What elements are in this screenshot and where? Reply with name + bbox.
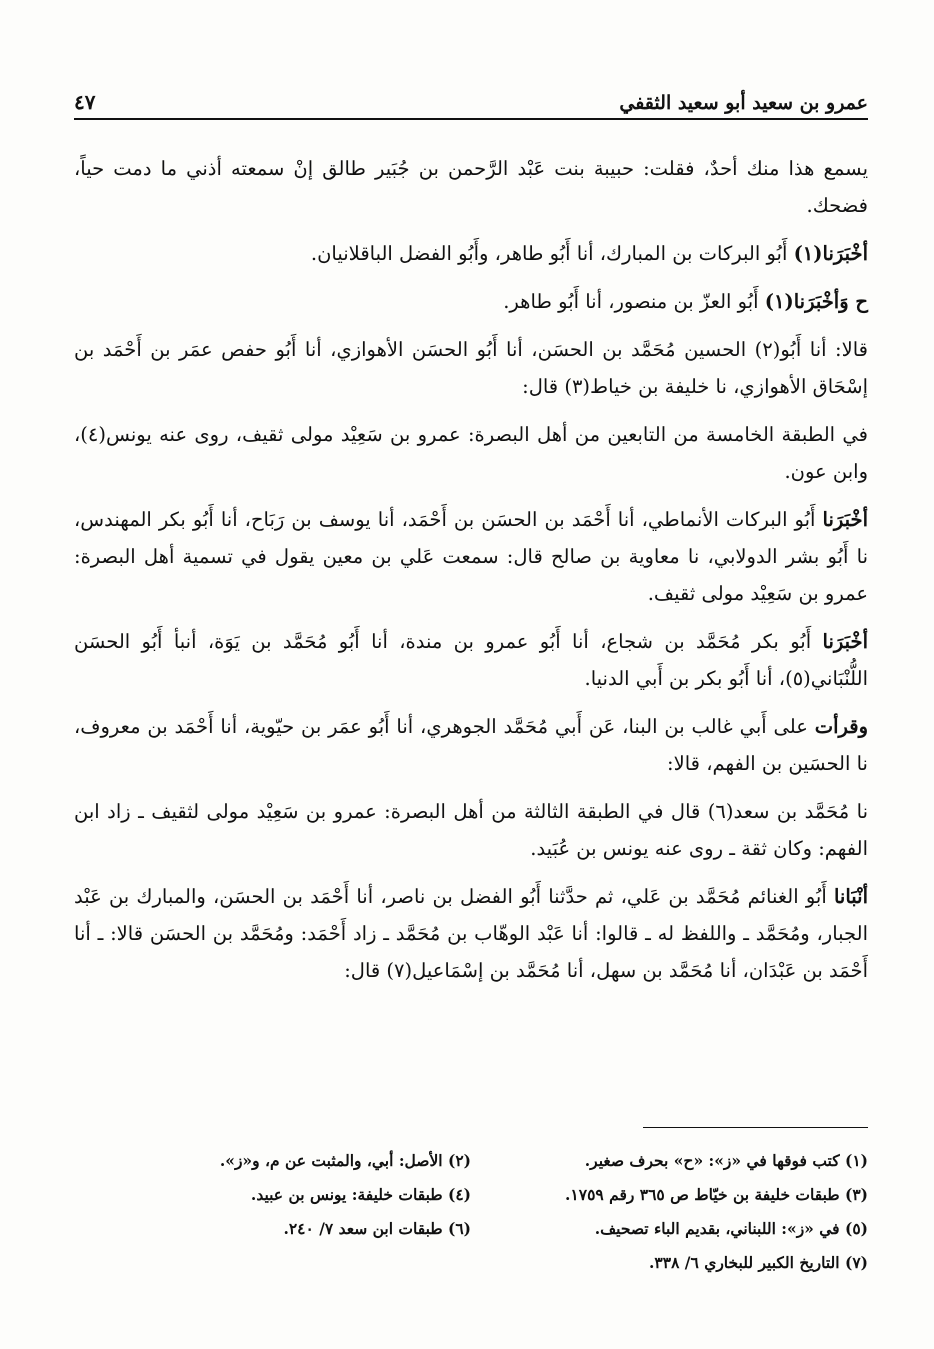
running-title: عمرو بن سعيد أبو سعيد الثقفي (619, 92, 868, 114)
footnote: (٢) الأصل: أبي، والمثبت عن م، و«ز». (219, 1151, 471, 1170)
paragraph (74, 623, 868, 697)
paragraph-text: أَبُو العزّ بن منصور، أنا أَبُو طاهر. (503, 290, 765, 313)
footnote: (٤) طبقات خليفة: يونس بن عبيد. (250, 1185, 471, 1204)
paragraph-text: قالا: أنا أَبُو(٢) الحسين مُحَمَّد بن الحسَن، أنا أَبُو الحسَن الأهوازي، أنا أَبُو حفص عمَر بن أَحْمَد بن إسْحَاق الأهوازي، نا خليفة بن خياط(٣) قال: (74, 338, 868, 398)
paragraph-lead: أنْبَانا (833, 885, 868, 908)
main-text (74, 150, 868, 1000)
footnote: (٥) في «ز»: اللبناني، بقديم الباء تصحيف. (594, 1219, 868, 1238)
paragraph (74, 235, 868, 272)
footnote: (٣) طبقات خليفة بن خيّاط ص ٣٦٥ رقم ١٧٥٩. (565, 1185, 868, 1204)
paragraph-lead: وقرأت (814, 715, 868, 738)
paragraph (74, 283, 868, 320)
footnotes (74, 1144, 868, 1280)
running-header (74, 84, 868, 120)
paragraph-text: على أَبي غالب بن البنا، عَن أَبي مُحَمَّد الجوهري، أنا أَبُو عمَر بن حيّوية، أنا أَحْمَد بن معروف، نا الحسَين بن الفهم، قالا: (74, 715, 868, 775)
footnote: (٧) التاريخ الكبير للبخاري ٦/ ٣٣٨. (649, 1253, 868, 1272)
footnote-separator (643, 1127, 868, 1128)
paragraph-text: أَبُو البركات بن المبارك، أنا أَبُو طاهر، وأَبُو الفضل الباقلانيان. (310, 242, 794, 265)
paragraph-text: نا مُحَمَّد بن سعد(٦) قال في الطبقة الثالثة من أهل البصرة: عمرو بن سَعِيْد مولى لثقيف ـ زاد ابن الفهم: وكان ثقة ـ روى عنه يونس بن عُبَيد. (74, 800, 868, 860)
paragraph-text: أَبُو بكر مُحَمَّد بن شجاع، أنا أَبُو عمرو بن مندة، أنا أَبُو مُحَمَّد بن يَوَة، أنبأ أَبُو الحسَن اللُّنْبَاني(٥)، أنا أَبُو بكر بن أَبي الدنيا. (74, 630, 868, 690)
paragraph-lead: أخْبَرَنا (822, 508, 868, 531)
paragraph (74, 878, 868, 989)
footnote-row (74, 1144, 868, 1178)
footnote (74, 1246, 471, 1280)
paragraph (74, 708, 868, 782)
footnote-row (74, 1246, 868, 1280)
paragraph-text: يسمع هذا منك أحدٌ، فقلت: حبيبة بنت عَبْد الرَّحمن بن جُبَير طالق إنْ سمعته أذني ما دمت حياً، فضحك. (74, 157, 868, 217)
paragraph (74, 501, 868, 612)
paragraph-text: أَبُو الغنائم مُحَمَّد بن عَلي، ثم حدَّثنا أَبُو الفضل بن ناصر، أنا أَحْمَد بن الحسَن، والمبارك بن عَبْد الجبار، ومُحَمَّد ـ واللفظ له ـ قالوا: أنا عَبْد الوهّاب بن مُحَمَّد ـ زاد أَحْمَد: ومُحَمَّد بن الحسَن قالا: ـ أنا أَحْمَد بن عَبْدَان، أنا مُحَمَّد بن سهل، أنا مُحَمَّد بن إسْمَاعيل(٧) قال: (74, 885, 868, 982)
paragraph-lead: ح وَأخْبَرَنا(١) (764, 290, 868, 313)
paragraph-text: أَبُو البركات الأنماطي، أنا أَحْمَد بن الحسَن بن أَحْمَد، أنا يوسف بن رَبَاح، أنا أَبُو بكر المهندس، نا أَبُو بشر الدولابي، نا معاوية بن صالح قال: سمعت عَلي بن معين يقول في تسمية أهل البصرة: عمرو بن سَعِيْد مولى ثقيف. (74, 508, 868, 605)
footnote: (٦) طبقات ابن سعد ٧/ ٢٤٠. (283, 1219, 471, 1238)
footnote-row (74, 1212, 868, 1246)
footnote-row (74, 1178, 868, 1212)
paragraph-lead: أخْبَرَنا(١) (793, 242, 868, 265)
page-number: ٤٧ (74, 90, 96, 114)
paragraph (74, 331, 868, 405)
paragraph (74, 150, 868, 224)
footnote: (١) كتب فوقها في «ز»: «ح» بحرف صغير. (584, 1151, 868, 1170)
paragraph-lead: أخْبَرَنا (822, 630, 868, 653)
paragraph (74, 416, 868, 490)
paragraph-text: في الطبقة الخامسة من التابعين من أهل البصرة: عمرو بن سَعِيْد مولى ثقيف، روى عنه يونس(٤)، وابن عون. (74, 423, 868, 483)
paragraph (74, 793, 868, 867)
